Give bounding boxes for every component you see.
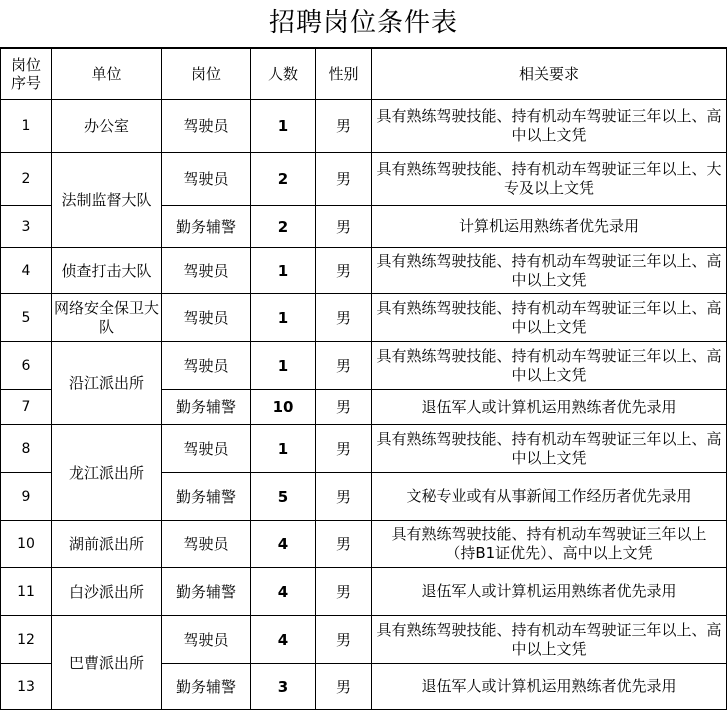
row-gender: 男: [316, 390, 372, 425]
row-post: 勤务辅警: [162, 664, 251, 710]
row-count: 2: [251, 153, 316, 206]
row-requirements: 具有熟练驾驶技能、持有机动车驾驶证三年以上、高中以上文凭: [372, 425, 727, 473]
row-post: 勤务辅警: [162, 473, 251, 521]
table-row: [1, 521, 727, 568]
row-count: 4: [251, 521, 316, 568]
row-requirements: 退伍军人或计算机运用熟练者优先录用: [372, 664, 727, 710]
header-row: [1, 49, 727, 100]
row-requirements: 计算机运用熟练者优先录用: [372, 206, 727, 248]
row-post: 驾驶员: [162, 153, 251, 206]
row-requirements: 具有熟练驾驶技能、持有机动车驾驶证三年以上（持B1证优先）、高中以上文凭: [372, 521, 727, 568]
row-count: 1: [251, 294, 316, 342]
row-requirements: 具有熟练驾驶技能、持有机动车驾驶证三年以上、高中以上文凭: [372, 342, 727, 390]
row-post: 驾驶员: [162, 521, 251, 568]
row-gender: 男: [316, 616, 372, 664]
row-gender: 男: [316, 342, 372, 390]
row-gender: 男: [316, 153, 372, 206]
row-gender: 男: [316, 664, 372, 710]
row-requirements: 退伍军人或计算机运用熟练者优先录用: [372, 390, 727, 425]
recruitment-table: [0, 48, 727, 710]
row-seq: 4: [1, 248, 52, 294]
row-post: 勤务辅警: [162, 568, 251, 616]
row-post: 驾驶员: [162, 342, 251, 390]
row-post: 勤务辅警: [162, 206, 251, 248]
row-unit: 白沙派出所: [52, 568, 162, 616]
table-row: [1, 616, 727, 664]
row-unit: 网络安全保卫大队: [52, 294, 162, 342]
row-gender: 男: [316, 206, 372, 248]
table-row: [1, 153, 727, 206]
row-seq: 1: [1, 100, 52, 153]
table-title: 招聘岗位条件表: [0, 0, 727, 48]
row-seq: 2: [1, 153, 52, 206]
row-gender: 男: [316, 425, 372, 473]
row-seq: 7: [1, 390, 52, 425]
row-unit: 法制监督大队: [52, 153, 162, 248]
row-requirements: 具有熟练驾驶技能、持有机动车驾驶证三年以上、高中以上文凭: [372, 616, 727, 664]
row-seq: 9: [1, 473, 52, 521]
row-gender: 男: [316, 521, 372, 568]
row-seq: 11: [1, 568, 52, 616]
row-count: 2: [251, 206, 316, 248]
row-gender: 男: [316, 568, 372, 616]
row-requirements: 具有熟练驾驶技能、持有机动车驾驶证三年以上、高中以上文凭: [372, 100, 727, 153]
row-count: 1: [251, 248, 316, 294]
row-count: 3: [251, 664, 316, 710]
header-unit: 单位: [52, 49, 162, 100]
row-seq: 3: [1, 206, 52, 248]
row-seq: 6: [1, 342, 52, 390]
row-unit: 办公室: [52, 100, 162, 153]
row-post: 驾驶员: [162, 294, 251, 342]
row-count: 10: [251, 390, 316, 425]
row-requirements: 具有熟练驾驶技能、持有机动车驾驶证三年以上、高中以上文凭: [372, 294, 727, 342]
header-post: 岗位: [162, 49, 251, 100]
row-count: 4: [251, 568, 316, 616]
row-count: 4: [251, 616, 316, 664]
row-post: 驾驶员: [162, 100, 251, 153]
row-post: 勤务辅警: [162, 390, 251, 425]
header-count: 人数: [251, 49, 316, 100]
row-seq: 10: [1, 521, 52, 568]
table-row: [1, 342, 727, 390]
table-row: [1, 294, 727, 342]
row-post: 驾驶员: [162, 616, 251, 664]
row-gender: 男: [316, 294, 372, 342]
row-post: 驾驶员: [162, 248, 251, 294]
row-unit: 巴曹派出所: [52, 616, 162, 710]
row-seq: 12: [1, 616, 52, 664]
row-unit: 龙江派出所: [52, 425, 162, 521]
row-unit: 沿江派出所: [52, 342, 162, 425]
row-requirements: 文秘专业或有从事新闻工作经历者优先录用: [372, 473, 727, 521]
row-seq: 13: [1, 664, 52, 710]
table-row: [1, 568, 727, 616]
row-unit: 侦查打击大队: [52, 248, 162, 294]
row-requirements: 退伍军人或计算机运用熟练者优先录用: [372, 568, 727, 616]
row-seq: 5: [1, 294, 52, 342]
table-row: [1, 425, 727, 473]
row-post: 驾驶员: [162, 425, 251, 473]
table-row: [1, 248, 727, 294]
row-count: 5: [251, 473, 316, 521]
row-gender: 男: [316, 248, 372, 294]
header-gender: 性别: [316, 49, 372, 100]
table-row: [1, 100, 727, 153]
header-requirements: 相关要求: [372, 49, 727, 100]
row-requirements: 具有熟练驾驶技能、持有机动车驾驶证三年以上、大专及以上文凭: [372, 153, 727, 206]
row-count: 1: [251, 425, 316, 473]
row-unit: 湖前派出所: [52, 521, 162, 568]
row-seq: 8: [1, 425, 52, 473]
header-seq: 岗位 序号: [1, 49, 52, 100]
row-requirements: 具有熟练驾驶技能、持有机动车驾驶证三年以上、高中以上文凭: [372, 248, 727, 294]
row-count: 1: [251, 100, 316, 153]
row-count: 1: [251, 342, 316, 390]
row-gender: 男: [316, 100, 372, 153]
row-gender: 男: [316, 473, 372, 521]
